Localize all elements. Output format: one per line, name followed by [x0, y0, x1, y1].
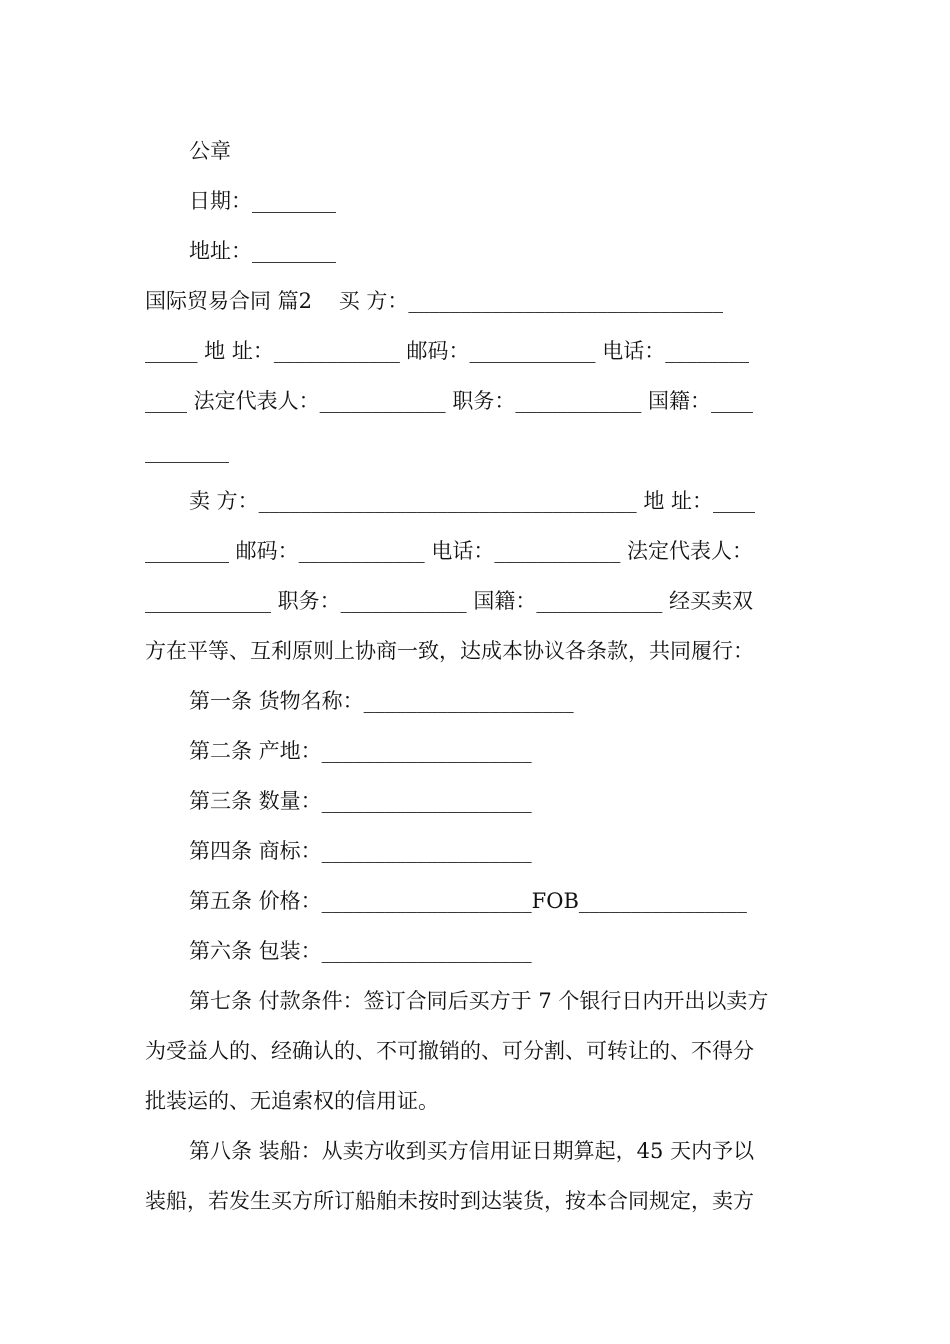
article-8-shipment-cont: 装船，若发生买方所订船舶未按时到达装货，按本合同规定，卖方: [145, 1189, 754, 1213]
buyer-nationality-continued: ________: [145, 439, 229, 463]
buyer-representative-line: ____ 法定代表人：____________ 职务：____________ 国籍：____: [145, 389, 754, 413]
article-7-payment-cont-2: 批装运的、无追索权的信用证。: [145, 1089, 439, 1113]
buyer-contact-line: _____ 地 址：____________ 邮码：____________ 电话：________: [145, 339, 750, 363]
seller-contact-line: ________ 邮码：____________ 电话：____________ 法定代表人：: [145, 539, 754, 563]
article-7-payment-cont-1: 为受益人的、经确认的、不可撤销的、可分割、可转让的、不得分: [145, 1039, 754, 1063]
seller-representative-line: ____________ 职务：____________ 国籍：____________ 经买卖双: [145, 589, 754, 613]
article-3-quantity: 第三条 数量：____________________: [189, 789, 532, 813]
article-8-shipment: 第八条 装船：从卖方收到买方信用证日期算起，45 天内予以: [189, 1139, 755, 1163]
article-5-price: 第五条 价格：____________________FOB________________: [189, 889, 747, 913]
date-field-line: 日期：________: [189, 189, 336, 213]
article-7-payment: 第七条 付款条件：签订合同后买方于 7 个银行日内开出以卖方: [189, 989, 769, 1013]
article-6-packing: 第六条 包装：____________________: [189, 939, 532, 963]
address-field-line: 地址：________: [189, 239, 336, 263]
article-4-trademark: 第四条 商标：____________________: [189, 839, 532, 863]
agreement-statement: 方在平等、互利原则上协商一致，达成本协议各条款，共同履行：: [145, 639, 754, 663]
article-1-goods-name: 第一条 货物名称：____________________: [189, 689, 574, 713]
seal-label: 公章: [189, 139, 231, 163]
seller-line: 卖 方：____________________________________ 地 址：____: [189, 489, 756, 513]
article-2-origin: 第二条 产地：____________________: [189, 739, 532, 763]
contract-title-buyer-line: 国际贸易合同 篇2 买 方：______________________________: [145, 289, 724, 313]
